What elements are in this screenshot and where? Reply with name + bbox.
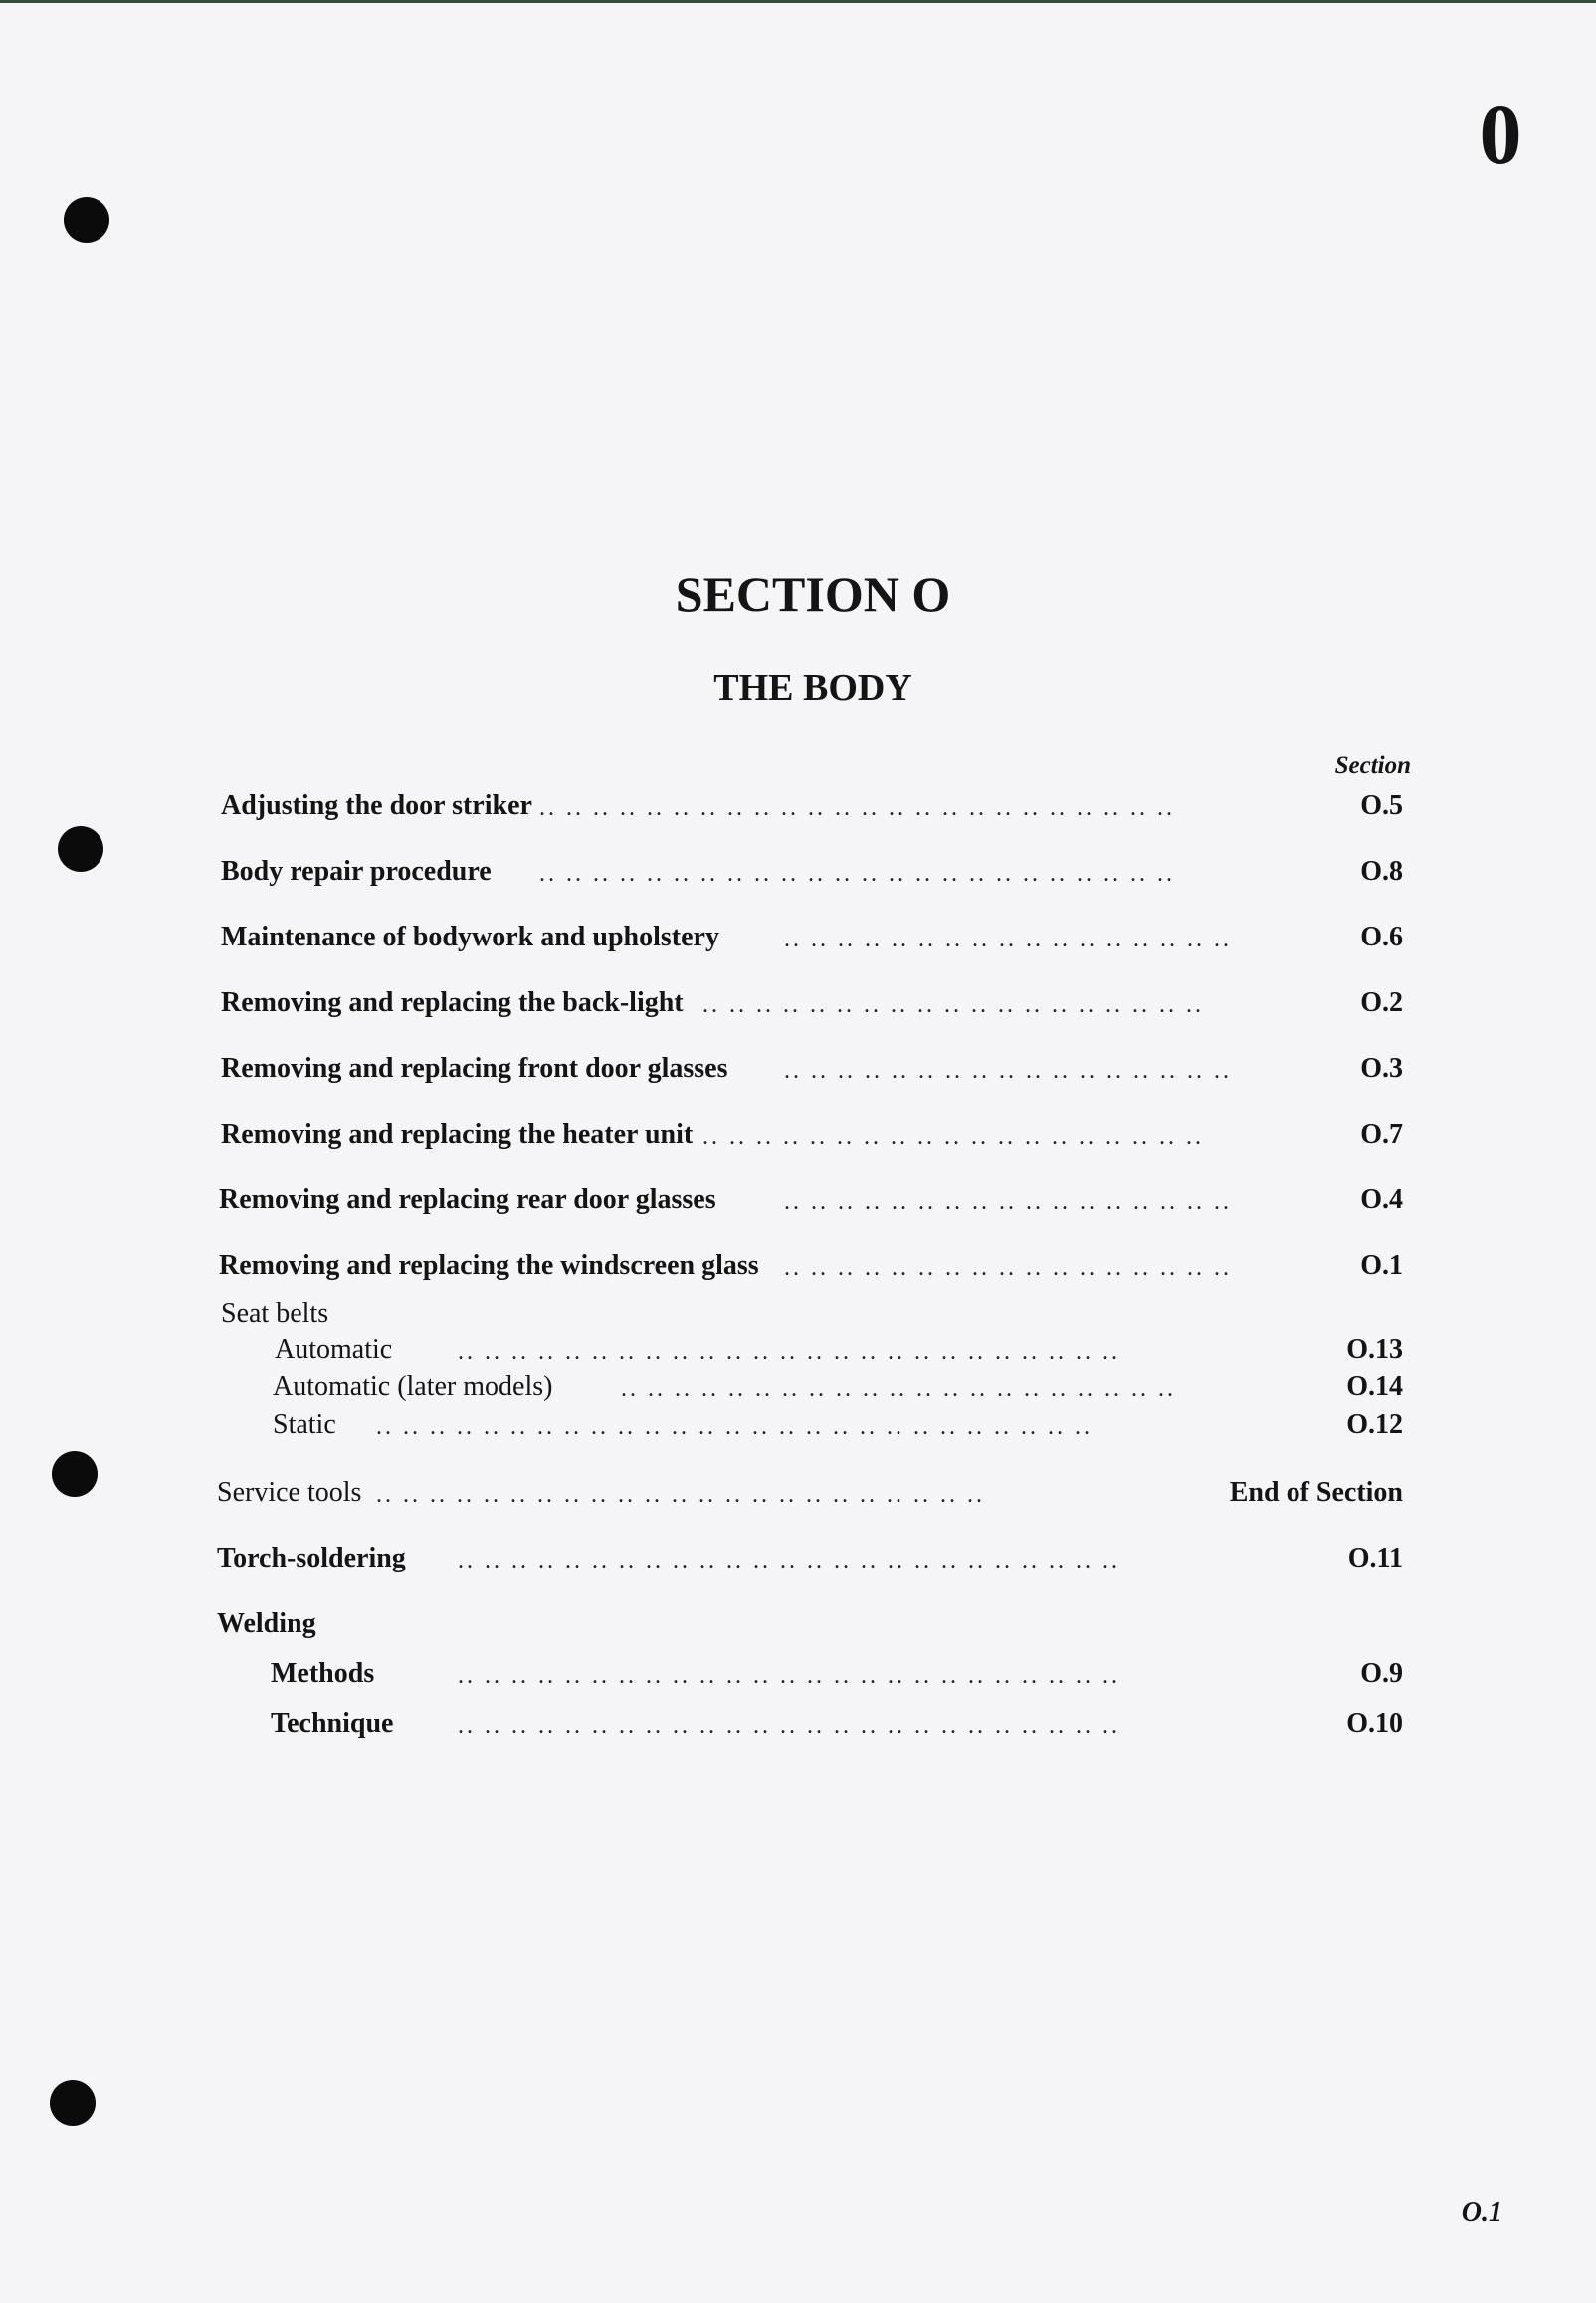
dot-leader: .. .. .. .. .. .. .. .. .. .. .. .. .. .. .. .. .. .. .. xyxy=(702,992,1204,1018)
section-subtitle: THE BODY xyxy=(713,667,912,709)
toc-row xyxy=(0,1180,1596,1220)
toc-entry-label: Removing and replacing rear door glasses xyxy=(219,1184,716,1215)
toc-row xyxy=(0,983,1596,1023)
column-header: Section xyxy=(1334,752,1411,779)
toc-entry-label: Automatic (later models) xyxy=(273,1371,553,1402)
toc-row xyxy=(0,1704,1596,1744)
dot-leader: .. .. .. .. .. .. .. .. .. .. .. .. .. .. .. .. .. .. .. .. .. .. .. xyxy=(376,1482,985,1508)
toc-group-heading: Seat belts xyxy=(221,1298,329,1329)
toc-entry-label: Torch-soldering xyxy=(217,1543,406,1573)
page-number: O.1 xyxy=(1461,2198,1502,2228)
toc-entry-ref: O.3 xyxy=(1360,1053,1403,1084)
toc-entry-ref: O.2 xyxy=(1360,987,1403,1018)
toc-entry-label: Adjusting the door striker xyxy=(221,790,532,821)
toc-entry-label: Removing and replacing the back-light xyxy=(221,987,684,1018)
toc-row xyxy=(0,852,1596,892)
toc-entry-label: Technique xyxy=(271,1708,394,1739)
dot-leader: .. .. .. .. .. .. .. .. .. .. .. .. .. .. .. .. .. .. .. .. .. .. .. .. xyxy=(539,861,1175,887)
toc-entry-ref: O.11 xyxy=(1347,1543,1403,1573)
toc-entry-label: Removing and replacing front door glasses xyxy=(221,1053,728,1084)
dot-leader: .. .. .. .. .. .. .. .. .. .. .. .. .. .. .. .. .. xyxy=(784,1189,1232,1215)
toc-entry-ref: O.10 xyxy=(1346,1708,1403,1739)
toc-group-heading: Welding xyxy=(217,1608,316,1639)
toc-row xyxy=(0,1654,1596,1694)
toc-entry-label: Static xyxy=(273,1409,336,1440)
toc-entry-label: Methods xyxy=(271,1658,375,1689)
toc-entry-ref: End of Section xyxy=(1229,1477,1403,1508)
toc-row xyxy=(0,1367,1596,1407)
toc-entry-ref: O.8 xyxy=(1360,856,1403,887)
dot-leader: .. .. .. .. .. .. .. .. .. .. .. .. .. .. .. .. .. .. .. .. .. .. .. .. xyxy=(539,795,1175,821)
toc-row xyxy=(0,1246,1596,1286)
toc-entry-ref: O.14 xyxy=(1346,1371,1403,1402)
dot-leader: .. .. .. .. .. .. .. .. .. .. .. .. .. .. .. .. .. .. .. xyxy=(702,1124,1204,1150)
dot-leader: .. .. .. .. .. .. .. .. .. .. .. .. .. .. .. .. .. xyxy=(784,1255,1232,1281)
toc-entry-label: Service tools xyxy=(217,1477,362,1508)
toc-row xyxy=(0,918,1596,957)
toc-entry-ref: O.6 xyxy=(1360,922,1403,952)
toc-row xyxy=(0,1539,1596,1578)
dot-leader: .. .. .. .. .. .. .. .. .. .. .. .. .. .. .. .. .. .. .. .. .. .. .. .. .. xyxy=(458,1713,1120,1739)
toc-entry-label: Maintenance of bodywork and upholstery xyxy=(221,922,719,952)
toc-entry-label: Automatic xyxy=(275,1334,393,1364)
toc-row xyxy=(0,1049,1596,1089)
toc-row xyxy=(0,1405,1596,1445)
toc-entry-label: Removing and replacing the heater unit xyxy=(221,1119,694,1150)
toc-row xyxy=(0,1473,1596,1513)
dot-leader: .. .. .. .. .. .. .. .. .. .. .. .. .. .. .. .. .. .. .. .. .. .. .. .. .. .. .. xyxy=(376,1414,1093,1440)
dot-leader: .. .. .. .. .. .. .. .. .. .. .. .. .. .. .. .. .. .. .. .. .. .. .. .. .. xyxy=(458,1339,1120,1364)
toc-entry-ref: O.7 xyxy=(1360,1119,1403,1150)
dot-leader: .. .. .. .. .. .. .. .. .. .. .. .. .. .. .. .. .. .. .. .. .. .. .. .. .. xyxy=(458,1548,1120,1573)
dot-leader: .. .. .. .. .. .. .. .. .. .. .. .. .. .. .. .. .. .. .. .. .. xyxy=(621,1376,1176,1402)
toc-row xyxy=(0,786,1596,826)
toc-entry-label: Removing and replacing the windscreen glass xyxy=(219,1250,759,1281)
toc-entry-ref: O.4 xyxy=(1360,1184,1403,1215)
toc-entry-ref: O.5 xyxy=(1360,790,1403,821)
toc-entry-label: Body repair procedure xyxy=(221,856,492,887)
dot-leader: .. .. .. .. .. .. .. .. .. .. .. .. .. .. .. .. .. xyxy=(784,927,1232,952)
toc-row xyxy=(0,1330,1596,1369)
toc-entry-ref: O.1 xyxy=(1360,1250,1403,1281)
section-title: SECTION O xyxy=(675,566,951,622)
dot-leader: .. .. .. .. .. .. .. .. .. .. .. .. .. .. .. .. .. .. .. .. .. .. .. .. .. xyxy=(458,1663,1120,1689)
toc-entry-ref: O.13 xyxy=(1346,1334,1403,1364)
toc-entry-ref: O.12 xyxy=(1346,1409,1403,1440)
section-tab-letter: 0 xyxy=(1479,87,1522,182)
toc-row xyxy=(0,1115,1596,1154)
dot-leader: .. .. .. .. .. .. .. .. .. .. .. .. .. .. .. .. .. xyxy=(784,1058,1232,1084)
toc-entry-ref: O.9 xyxy=(1360,1658,1403,1689)
